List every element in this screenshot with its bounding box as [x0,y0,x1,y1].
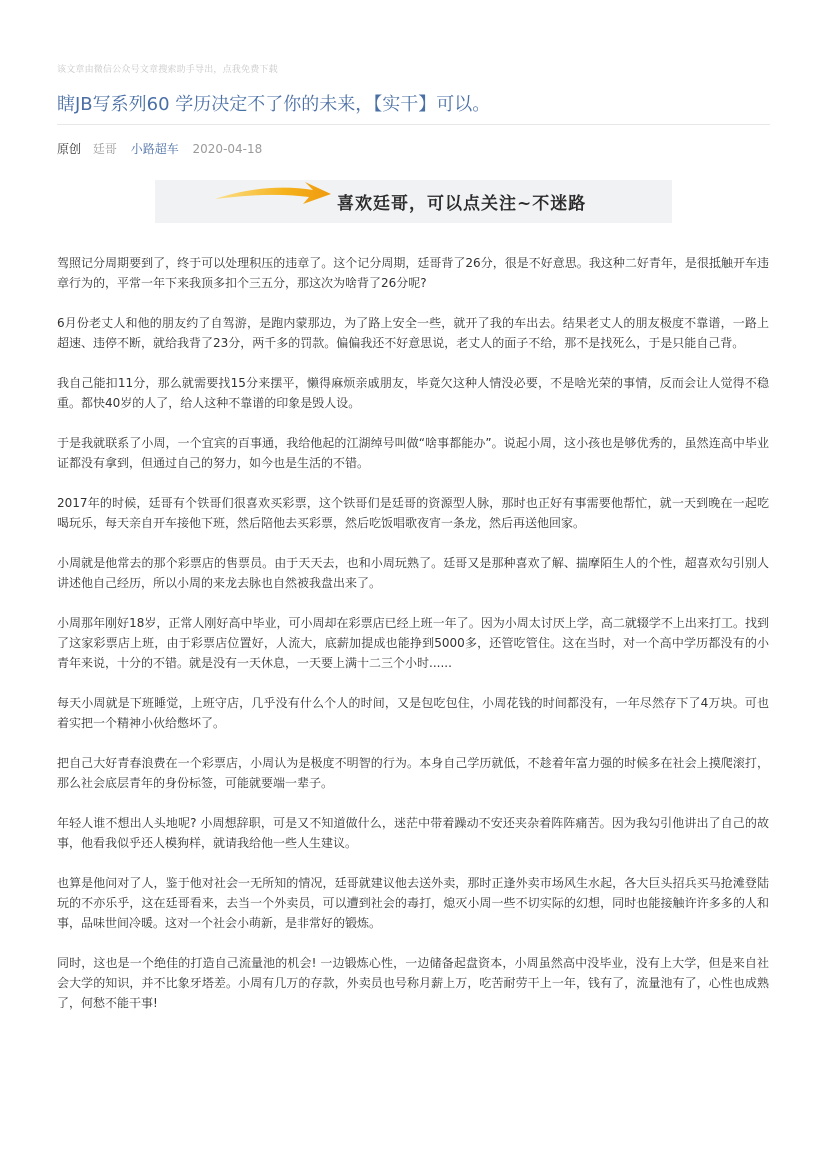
follow-banner [155,180,672,223]
paragraph: 6月份老丈人和他的朋友约了自驾游，是跑内蒙那边，为了路上安全一些，就开了我的车出去。结果老丈人的朋友极度不靠谱，一路上超速、违停不断，就给我背了23分，两千多的罚款。偏偏我还不好意思说，老丈人的面子不给，那不是找死么，于是只能自己背。 [57,316,769,350]
paragraph: 驾照记分周期要到了，终于可以处理积压的违章了。这个记分周期，廷哥背了26分，很是不好意思。我这种二好青年，是很抵触开车违章行为的，平常一年下来我顶多扣个三五分，那这次为啥背了26分呢? [57,256,769,290]
paragraph: 我自己能扣11分，那么就需要找15分来摆平，懒得麻烦亲戚朋友，毕竟欠这种人情没必要，不是啥光荣的事情，反而会让人觉得不稳重。都快40岁的人了，给人这种不靠谱的印象是毁人设。 [57,376,769,410]
publish-date: 2020-04-18 [192,142,263,156]
paragraph: 也算是他问对了人，鉴于他对社会一无所知的情况，廷哥就建议他去送外卖，那时正逢外卖市场风生水起，各大巨头招兵买马抢滩登陆玩的不亦乐乎，这在廷哥看来，去当一个外卖员，可以遭到社会的毒打，熄灭小周一些不切实际的幻想，同时也能接触许许多多的人和事，品味世间冷暖。这对一个社会小萌新，是非常好的锻炼。 [57,876,769,930]
title-divider [57,124,770,125]
original-tag: 原创 [57,142,82,156]
export-watermark-link[interactable]: 该文章由微信公众号文章搜索助手导出，点我免费下载 [57,65,278,75]
article-body [57,253,769,1033]
paragraph: 于是我就联系了小周，一个宜宾的百事通，我给他起的江湖绰号叫做“啥事都能办”。说起小周，这小孩也是够优秀的，虽然连高中毕业证都没有拿到，但通过自己的努力，如今也是生活的不错。 [57,436,769,470]
paragraph: 把自己大好青春浪费在一个彩票店，小周认为是极度不明智的行为。本身自己学历就低，不趁着年富力强的时候多在社会上摸爬滚打，那么社会底层青年的身份标签，可能就要端一辈子。 [57,756,769,790]
article-meta [57,141,262,157]
paragraph: 2017年的时候，廷哥有个铁哥们很喜欢买彩票，这个铁哥们是廷哥的资源型人脉，那时也正好有事需要他帮忙，就一天到晚在一起吃喝玩乐，每天亲自开车接他下班，然后陪他去买彩票，然后吃饭唱歌夜宵一条龙，然后再送他回家。 [57,496,769,530]
paragraph: 每天小周就是下班睡觉，上班守店，几乎没有什么个人的时间，又是包吃包住，小周花钱的时间都没有，一年尽然存下了4万块。可也着实把一个精神小伙给憋坏了。 [57,696,769,730]
paragraph: 同时，这也是一个绝佳的打造自己流量池的机会! 一边锻炼心性，一边储备起盘资本，小周虽然高中没毕业，没有上大学，但是来自社会大学的知识，并不比象牙塔差。小周有几万的存款，外卖员也号称月薪上万，吃苦耐劳干上一年，钱有了，流量池有了，心性也成熟了，何愁不能干事! [57,956,769,1010]
paragraph: 小周那年刚好18岁，正常人刚好高中毕业，可小周却在彩票店已经上班一年了。因为小周太讨厌上学，高二就辍学不上出来打工。找到了这家彩票店上班，由于彩票店位置好，人流大，底薪加提成也能挣到5000多，还管吃管住。这在当时，对一个高中学历都没有的小青年来说，十分的不错。就是没有一天休息，一天要上满十二三个小时...... [57,616,769,670]
article-title: 瞎JB写系列60 学历决定不了你的未来，【实干】可以。 [57,94,491,115]
banner-text: 喜欢廷哥，可以点关注~不迷路 [337,194,587,214]
paragraph: 小周就是他常去的那个彩票店的售票员。由于天天去，也和小周玩熟了。廷哥又是那种喜欢了解、揣摩陌生人的个性，超喜欢勾引别人讲述他自己经历，所以小周的来龙去脉也自然被我盘出来了。 [57,556,769,590]
account-link[interactable]: 小路超车 [130,142,179,156]
author-name: 廷哥 [92,142,117,156]
paragraph: 年轻人谁不想出人头地呢? 小周想辞职，可是又不知道做什么，迷茫中带着躁动不安还夹杂着阵阵痛苦。因为我勾引他讲出了自己的故事，他看我似乎还人模狗样，就请我给他一些人生建议。 [57,816,769,850]
